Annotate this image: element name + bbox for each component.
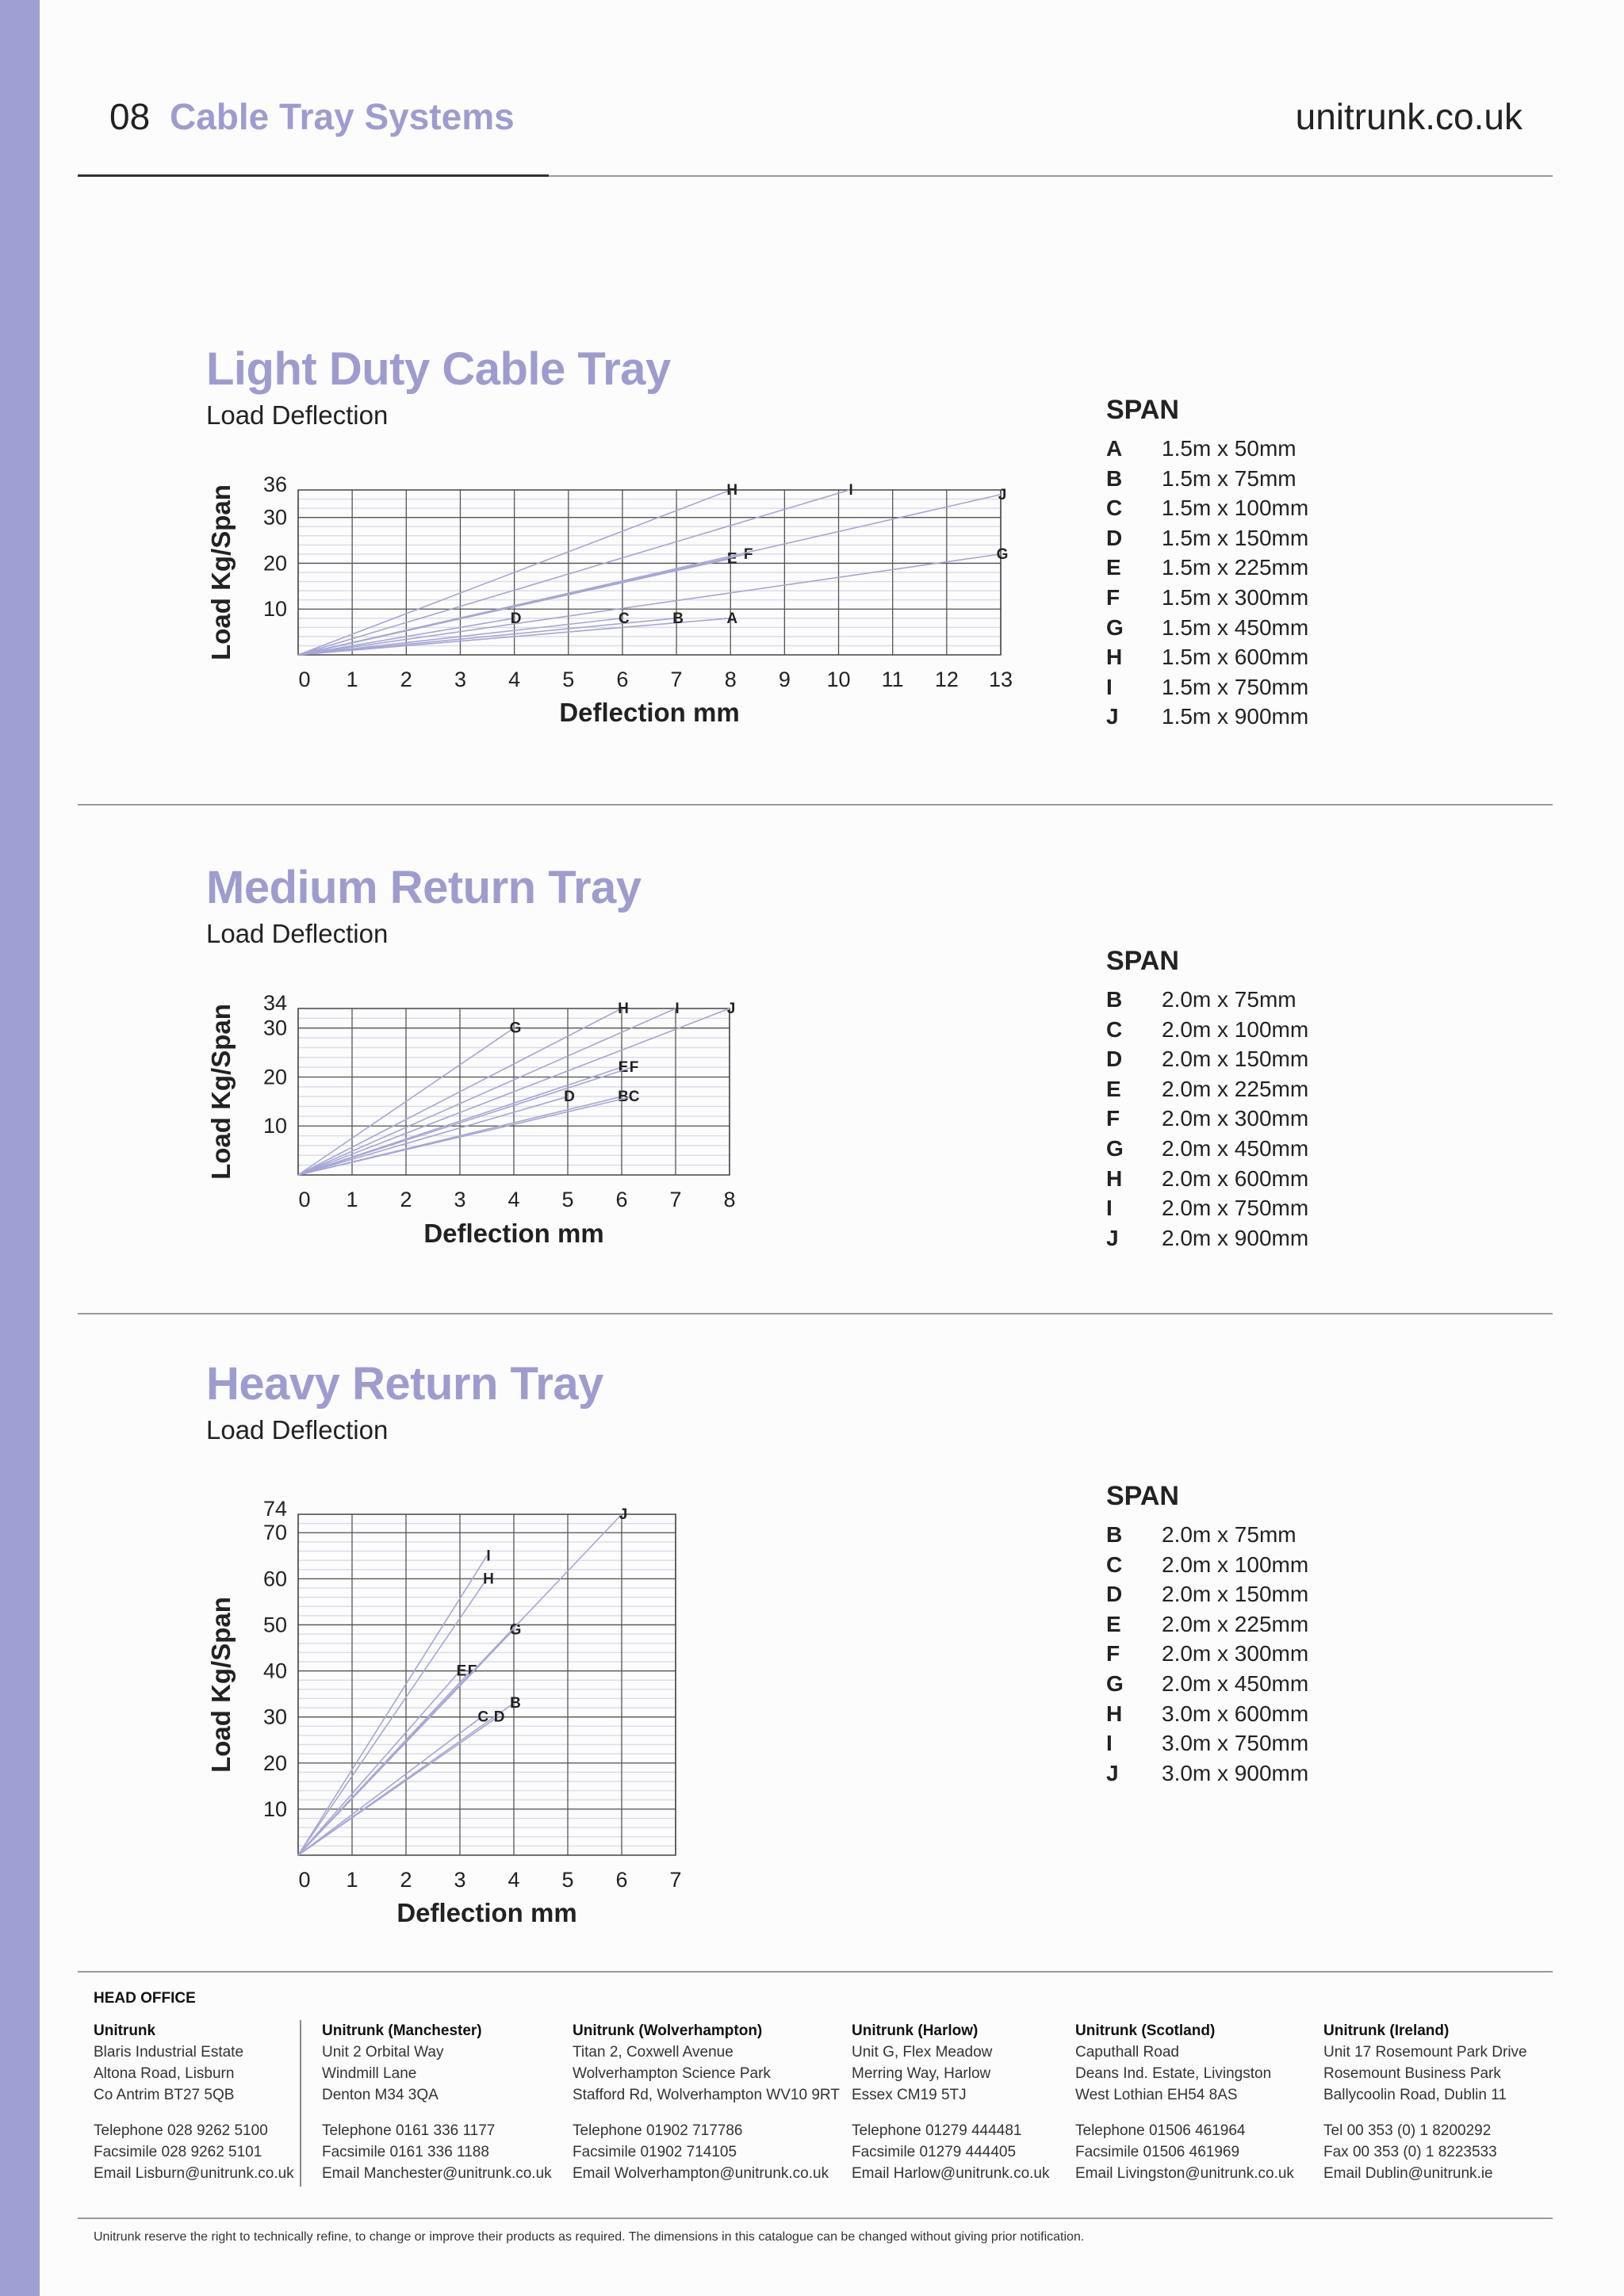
series-label-D: D (493, 1709, 505, 1726)
span-value: 3.0m x 750mm (1162, 1731, 1309, 1756)
span-key: E (1106, 1076, 1121, 1101)
page-number: 08 (109, 96, 151, 137)
office-name: Unitrunk (Ireland) (1323, 2022, 1450, 2039)
span-value: 1.5m x 450mm (1162, 614, 1309, 640)
span-value: 2.0m x 225mm (1162, 1076, 1309, 1101)
x-tick-label: 2 (400, 1188, 412, 1211)
x-tick-label: 4 (508, 1188, 520, 1211)
span-key: F (1106, 1641, 1120, 1667)
span-value: 3.0m x 900mm (1162, 1760, 1309, 1785)
x-tick-label: 3 (454, 668, 466, 691)
span-value: 1.5m x 50mm (1162, 436, 1297, 461)
office-phone: Facsimile 01279 444405 (852, 2144, 1017, 2160)
span-key: J (1106, 1760, 1119, 1785)
office-block (1075, 2020, 1294, 2184)
x-tick-label: 1 (346, 668, 358, 691)
span-key: C (1106, 496, 1123, 521)
series-line-C (298, 1717, 481, 1855)
series-label-A: A (726, 610, 738, 627)
office-phone: Telephone 01902 717786 (573, 2122, 743, 2139)
x-tick-label: 3 (454, 1188, 466, 1211)
series-label-I: I (486, 1548, 491, 1565)
x-tick-label: 5 (562, 668, 575, 691)
span-key: D (1106, 1047, 1123, 1072)
span-value: 2.0m x 225mm (1162, 1611, 1309, 1636)
series-label-F: F (629, 1059, 639, 1077)
x-tick-label: 8 (724, 668, 737, 691)
office-phone: Telephone 01506 461964 (1075, 2122, 1246, 2139)
y-axis-title: Load Kg/Span (206, 484, 236, 660)
span-key: G (1106, 614, 1124, 640)
span-key: H (1106, 645, 1123, 670)
x-axis-title: Deflection mm (396, 1898, 577, 1927)
y-tick-label: 36 (262, 473, 287, 496)
series-label-H: H (726, 482, 738, 499)
y-tick-label: 30 (262, 505, 287, 530)
office-address-line: Unit 2 Orbital Way (322, 2044, 444, 2061)
office-gap (1075, 2106, 1294, 2120)
series-label-D: D (564, 1089, 575, 1106)
office-address-line: Unit G, Flex Meadow (852, 2044, 993, 2061)
x-tick-label: 0 (298, 1188, 311, 1211)
y-tick-label: 20 (262, 1065, 287, 1089)
span-key: J (1106, 704, 1119, 729)
y-tick-label: 74 (262, 1497, 287, 1521)
span-key: D (1106, 1582, 1123, 1607)
series-label-J: J (619, 1506, 628, 1523)
office-phone: Facsimile 01902 714105 (573, 2144, 737, 2160)
series-label-H: H (618, 1001, 629, 1017)
office-block (1323, 2020, 1527, 2184)
series-label-C: C (628, 1089, 640, 1106)
span-key: I (1106, 1731, 1113, 1756)
x-tick-label: 6 (615, 1868, 628, 1892)
footer-rule-top (78, 1971, 1553, 1973)
x-tick-label: 7 (669, 1188, 682, 1211)
section-title-heavy-return: Heavy Return Tray (206, 1358, 603, 1410)
office-address-line: Denton M34 3QA (322, 2087, 439, 2103)
span-heading: SPAN (1106, 1481, 1179, 1511)
span-heading: SPAN (1106, 946, 1179, 976)
span-heading: SPAN (1106, 395, 1179, 425)
head-office-heading: HEAD OFFICE (94, 1990, 196, 2007)
x-tick-label: 1 (346, 1188, 358, 1211)
span-key: B (1106, 1522, 1123, 1547)
page-header-title: Cable Tray Systems (170, 96, 515, 137)
x-tick-label: 9 (778, 668, 791, 691)
office-block (852, 2020, 1050, 2184)
span-key: F (1106, 584, 1120, 610)
span-key: B (1106, 465, 1123, 491)
footer-separator (300, 2020, 301, 2187)
office-email[interactable]: Email Manchester@unitrunk.co.uk (322, 2165, 552, 2182)
y-tick-label: 30 (262, 1705, 287, 1729)
office-address-line: Co Antrim BT27 5QB (94, 2087, 235, 2103)
span-value: 1.5m x 100mm (1162, 496, 1309, 521)
series-label-D: D (510, 610, 522, 627)
y-tick-label: 60 (262, 1567, 287, 1591)
series-label-F: F (467, 1663, 477, 1680)
office-address-line: West Lothian EH54 8AS (1075, 2087, 1238, 2103)
span-value: 2.0m x 75mm (1162, 987, 1297, 1012)
y-tick-label: 10 (262, 1797, 287, 1821)
span-value: 1.5m x 750mm (1162, 674, 1309, 699)
span-key: J (1106, 1225, 1119, 1250)
x-tick-label: 5 (561, 1188, 574, 1211)
y-tick-label: 20 (262, 551, 287, 576)
x-tick-label: 7 (670, 668, 683, 691)
span-key: C (1106, 1016, 1123, 1042)
span-key: I (1106, 1196, 1113, 1221)
span-value: 2.0m x 150mm (1162, 1582, 1309, 1607)
y-tick-label: 50 (262, 1613, 287, 1637)
series-line-G (298, 554, 1001, 655)
y-axis-title: Load Kg/Span (206, 1004, 236, 1180)
office-gap (322, 2106, 552, 2120)
office-address-line: Wolverhampton Science Park (573, 2065, 771, 2082)
span-value: 1.5m x 900mm (1162, 704, 1309, 729)
y-tick-label: 10 (262, 597, 287, 622)
x-axis-title: Deflection mm (423, 1219, 604, 1248)
office-email[interactable]: Email Dublin@unitrunk.ie (1323, 2165, 1493, 2182)
x-tick-label: 12 (934, 668, 959, 691)
span-value: 1.5m x 75mm (1162, 465, 1297, 491)
x-tick-label: 2 (400, 668, 412, 691)
series-label-J: J (726, 1001, 736, 1017)
x-tick-label: 2 (400, 1868, 412, 1892)
office-gap (573, 2106, 840, 2120)
span-key: E (1106, 1611, 1121, 1636)
series-line-D (298, 1717, 498, 1855)
office-email[interactable]: Email Lisburn@unitrunk.co.uk (94, 2165, 294, 2182)
series-label-I: I (848, 482, 853, 499)
y-tick-label: 40 (262, 1659, 287, 1683)
series-label-B: B (618, 1089, 629, 1106)
y-tick-label: 30 (262, 1016, 287, 1040)
x-tick-label: 8 (723, 1188, 736, 1211)
x-tick-label: 11 (881, 668, 904, 691)
span-key: C (1106, 1552, 1123, 1577)
office-phone: Facsimile 0161 336 1188 (322, 2144, 489, 2160)
span-key: B (1106, 987, 1123, 1012)
office-address-line: Windmill Lane (322, 2065, 417, 2082)
office-gap (1323, 2106, 1527, 2120)
series-label-C: C (619, 610, 630, 627)
office-email[interactable]: Email Wolverhampton@unitrunk.co.uk (573, 2165, 829, 2182)
y-tick-label: 20 (262, 1751, 287, 1775)
office-block (322, 2020, 552, 2184)
section-subtitle-light-duty: Load Deflection (206, 400, 389, 430)
span-value: 2.0m x 900mm (1162, 1225, 1309, 1250)
office-address-line: Deans Ind. Estate, Livingston (1075, 2065, 1272, 2082)
y-tick-label: 10 (262, 1114, 287, 1138)
office-address-line: Blaris Industrial Estate (94, 2044, 244, 2061)
office-address-line: Merring Way, Harlow (852, 2065, 991, 2082)
series-label-G: G (509, 1621, 522, 1639)
office-phone: Telephone 01279 444481 (852, 2122, 1022, 2139)
office-address-line: Stafford Rd, Wolverhampton WV10 9RT (573, 2087, 840, 2103)
span-value: 2.0m x 300mm (1162, 1641, 1309, 1667)
span-value: 3.0m x 600mm (1162, 1701, 1309, 1726)
span-key: E (1106, 555, 1121, 580)
span-value: 2.0m x 450mm (1162, 1135, 1309, 1161)
span-value: 1.5m x 600mm (1162, 645, 1309, 670)
span-key: D (1106, 525, 1123, 550)
office-gap (94, 2106, 294, 2120)
series-line-F (298, 1067, 633, 1175)
x-tick-label: 3 (454, 1868, 466, 1892)
span-value: 2.0m x 300mm (1162, 1106, 1309, 1131)
office-name: Unitrunk (Scotland) (1075, 2022, 1216, 2039)
office-address-line: Caputhall Road (1075, 2044, 1179, 2061)
office-phone: Telephone 028 9262 5100 (94, 2122, 268, 2139)
office-phone: Facsimile 028 9262 5101 (94, 2144, 262, 2160)
x-tick-label: 10 (826, 668, 851, 691)
series-label-C: C (477, 1709, 489, 1726)
office-name: Unitrunk (Manchester) (322, 2022, 482, 2039)
series-label-E: E (726, 550, 737, 568)
x-tick-label: 13 (988, 668, 1013, 691)
office-phone: Tel 00 353 (0) 1 8200292 (1323, 2122, 1492, 2139)
series-label-I: I (675, 1001, 680, 1017)
span-value: 2.0m x 600mm (1162, 1165, 1309, 1191)
office-gap (852, 2106, 1050, 2120)
y-axis-title: Load Kg/Span (206, 1597, 236, 1773)
series-line-I (298, 1556, 487, 1855)
office-address-line: Essex CM19 5TJ (852, 2087, 967, 2103)
span-value: 2.0m x 100mm (1162, 1016, 1309, 1042)
span-value: 2.0m x 750mm (1162, 1196, 1309, 1221)
span-value: 1.5m x 150mm (1162, 525, 1309, 550)
x-tick-label: 6 (615, 1188, 628, 1211)
series-label-G: G (509, 1020, 522, 1037)
span-value: 2.0m x 450mm (1162, 1670, 1309, 1696)
series-line-J (298, 495, 1001, 655)
disclaimer: Unitrunk reserve the right to technically refine, to change or improve their products as required. The dimensions in this catalogue can be changed without giving prior notification. (94, 2230, 1085, 2244)
office-address-line: Titan 2, Coxwell Avenue (573, 2044, 733, 2061)
footer-rule-bottom (78, 2218, 1553, 2219)
span-key: A (1106, 436, 1123, 461)
y-tick-label: 34 (262, 991, 287, 1015)
series-label-E: E (618, 1059, 629, 1077)
span-key: G (1106, 1135, 1124, 1161)
office-name: Unitrunk (Harlow) (852, 2022, 979, 2039)
span-key: H (1106, 1701, 1123, 1726)
x-tick-label: 0 (298, 1868, 311, 1892)
office-phone: Telephone 0161 336 1177 (322, 2122, 496, 2139)
office-address-line: Altona Road, Lisburn (94, 2065, 235, 2082)
office-address-line: Unit 17 Rosemount Park Drive (1323, 2044, 1527, 2061)
section-subtitle-heavy-return: Load Deflection (206, 1415, 389, 1445)
section-title-light-duty: Light Duty Cable Tray (206, 343, 671, 395)
site-url[interactable]: unitrunk.co.uk (1295, 96, 1522, 137)
office-name: Unitrunk (Wolverhampton) (573, 2022, 763, 2039)
section-title-medium-return: Medium Return Tray (206, 862, 642, 913)
office-email[interactable]: Email Livingston@unitrunk.co.uk (1075, 2165, 1294, 2182)
office-phone: Fax 00 353 (0) 1 8223533 (1323, 2144, 1497, 2160)
x-tick-label: 5 (561, 1868, 574, 1892)
y-tick-label: 70 (262, 1521, 287, 1545)
series-label-F: F (743, 545, 753, 563)
x-tick-label: 4 (508, 1868, 520, 1892)
span-key: F (1106, 1106, 1120, 1131)
span-value: 2.0m x 75mm (1162, 1522, 1297, 1547)
office-block (94, 2020, 294, 2184)
span-value: 2.0m x 150mm (1162, 1047, 1309, 1072)
x-axis-title: Deflection mm (559, 698, 740, 727)
series-label-G: G (996, 545, 1009, 563)
span-value: 1.5m x 300mm (1162, 584, 1309, 610)
series-label-B: B (510, 1695, 521, 1712)
office-email[interactable]: Email Harlow@unitrunk.co.uk (852, 2165, 1050, 2182)
span-key: I (1106, 674, 1113, 699)
office-block (573, 2020, 840, 2184)
office-name: Unitrunk (94, 2022, 156, 2039)
office-address-line: Rosemount Business Park (1323, 2065, 1501, 2082)
x-tick-label: 1 (346, 1868, 358, 1892)
office-phone: Facsimile 01506 461969 (1075, 2144, 1240, 2160)
span-value: 1.5m x 225mm (1162, 555, 1309, 580)
x-tick-label: 0 (298, 668, 311, 691)
span-value: 2.0m x 100mm (1162, 1552, 1309, 1577)
plot-frame (298, 1514, 676, 1855)
series-label-E: E (456, 1663, 467, 1680)
series-label-H: H (483, 1571, 494, 1588)
x-tick-label: 4 (508, 668, 521, 691)
series-label-J: J (998, 486, 1007, 503)
x-tick-label: 6 (616, 668, 629, 691)
span-key: G (1106, 1670, 1124, 1696)
span-key: H (1106, 1165, 1123, 1191)
x-tick-label: 7 (669, 1868, 682, 1892)
section-subtitle-medium-return: Load Deflection (206, 919, 389, 948)
office-address-line: Ballycoolin Road, Dublin 11 (1323, 2087, 1507, 2103)
series-label-B: B (672, 610, 684, 627)
